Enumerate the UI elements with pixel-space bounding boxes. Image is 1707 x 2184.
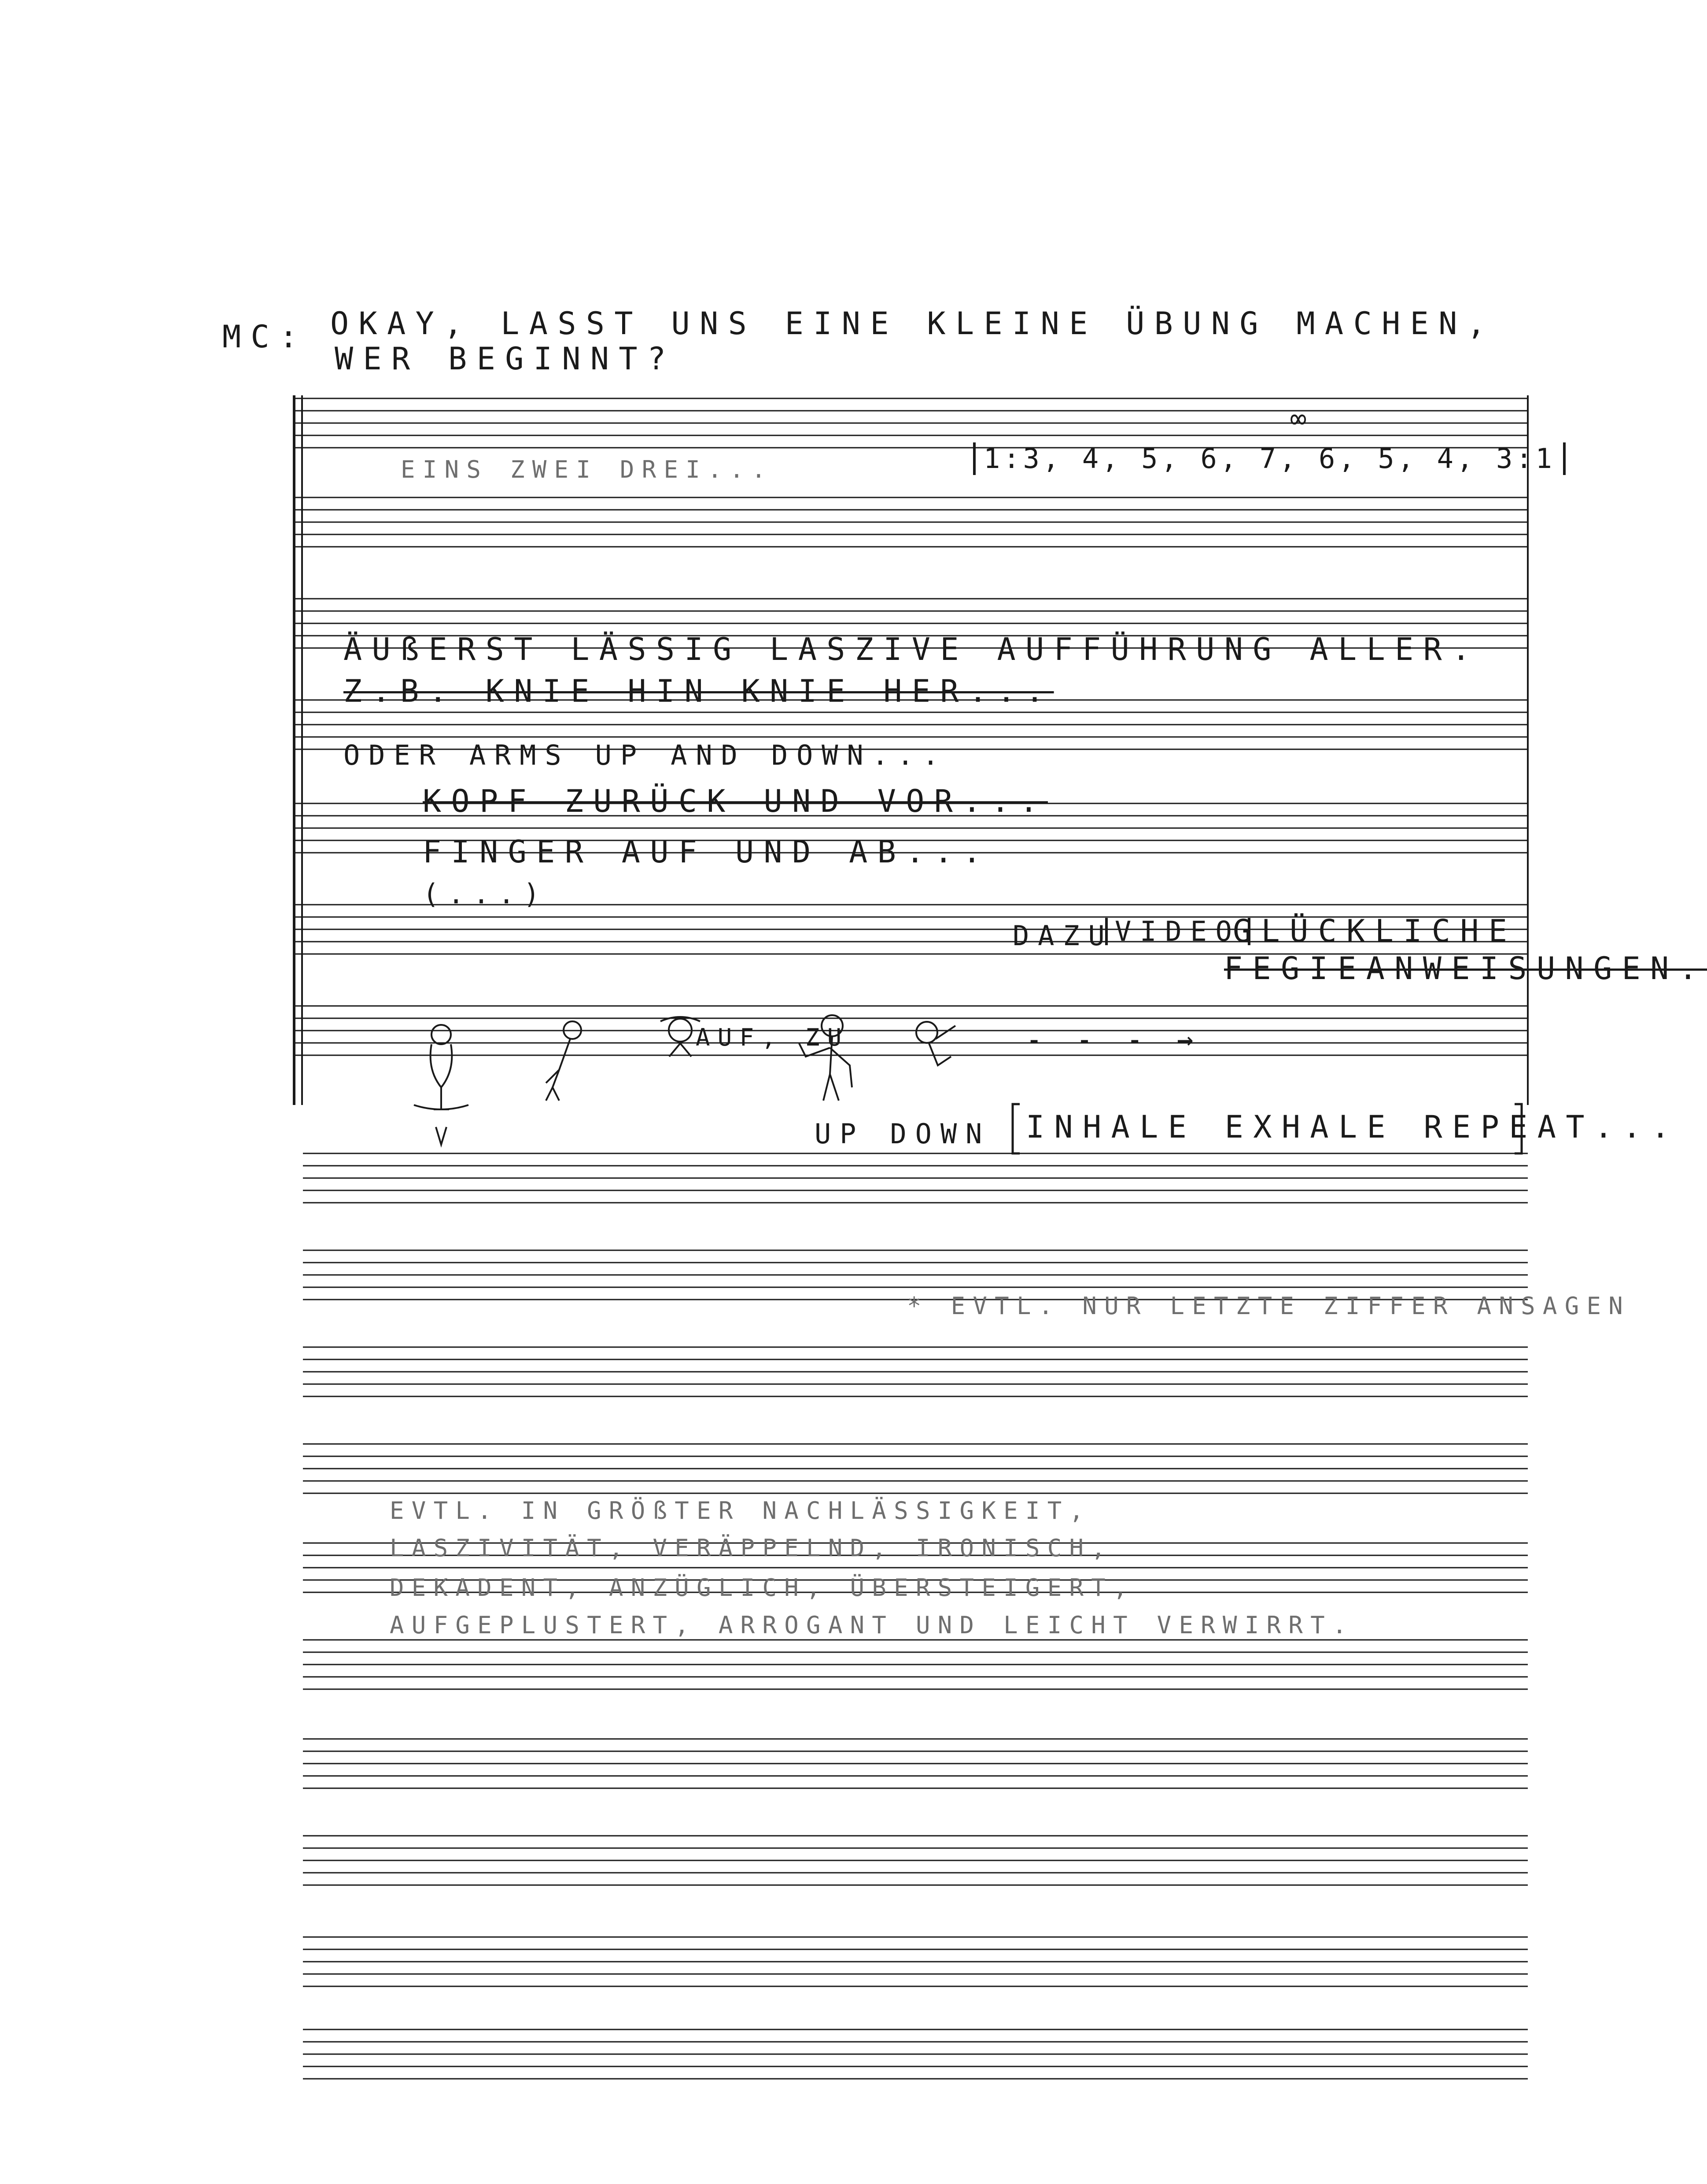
footnote: * EVTL. NUR LETZTE ZIFFER ANSAGEN [907,1292,1631,1320]
stick-figure-face-icon [660,1017,700,1057]
figure-label: AUF, ZU [696,1024,849,1051]
counting-sequence: 1:3, 4, 5, 6, 7, 6, 5, 4, 3:1 [973,442,1566,475]
example-struck: Z.B. KNIE HIN KNIE HER... [343,673,1054,709]
arms-instruction: ODER ARMS UP AND DOWN... [343,739,948,771]
breath-instruction: INHALE EXHALE REPEAT... [1026,1109,1680,1145]
notes-line-2: LASZIVITÄT, VERÄPPELND, IRONISCH, [390,1534,1113,1562]
header-line-2: WER BEGINNT? [335,341,676,377]
dazu-label: DAZU [1013,920,1113,952]
head-instruction-struck: KOPF ZURÜCK UND VOR... [423,783,1048,819]
notes-line-4: AUFGEPLUSTERT, ARROGANT UND LEICHT VERWIRRT. [390,1611,1354,1639]
updown-label: UP DOWN [815,1118,991,1150]
video-box: VIDEO [1105,918,1250,945]
notes-line-3: DEKADENT, ANZÜGLICH, ÜBERSTEIGERT, [390,1574,1135,1602]
stick-figure-bowing-icon [546,1021,581,1101]
instructions-line-1: GLÜCKLICHE [1233,913,1517,949]
infinity-repeat-sign: ∞ [1290,402,1316,435]
counting-text: EINS ZWEI DREI... [401,456,774,483]
ellipsis-bracket: (...) [423,878,549,910]
notes-line-1: EVTL. IN GRÖßTER NACHLÄSSIGKEIT, [390,1497,1091,1525]
arrow-right-icon: - - - → [1026,1023,1202,1055]
fingers-instruction: FINGER AUF UND AB... [423,834,991,870]
performance-instruction: ÄUßERST LÄSSIG LASZIVE AUFFÜHRUNG ALLER. [343,631,1480,667]
header-line-1: OKAY, LASST UNS EINE KLEINE ÜBUNG MACHEN, [330,306,1496,342]
instructions-line-2: FEGIEANWEISUNGEN. [1224,950,1707,987]
speaker-label: MC: [222,319,308,355]
